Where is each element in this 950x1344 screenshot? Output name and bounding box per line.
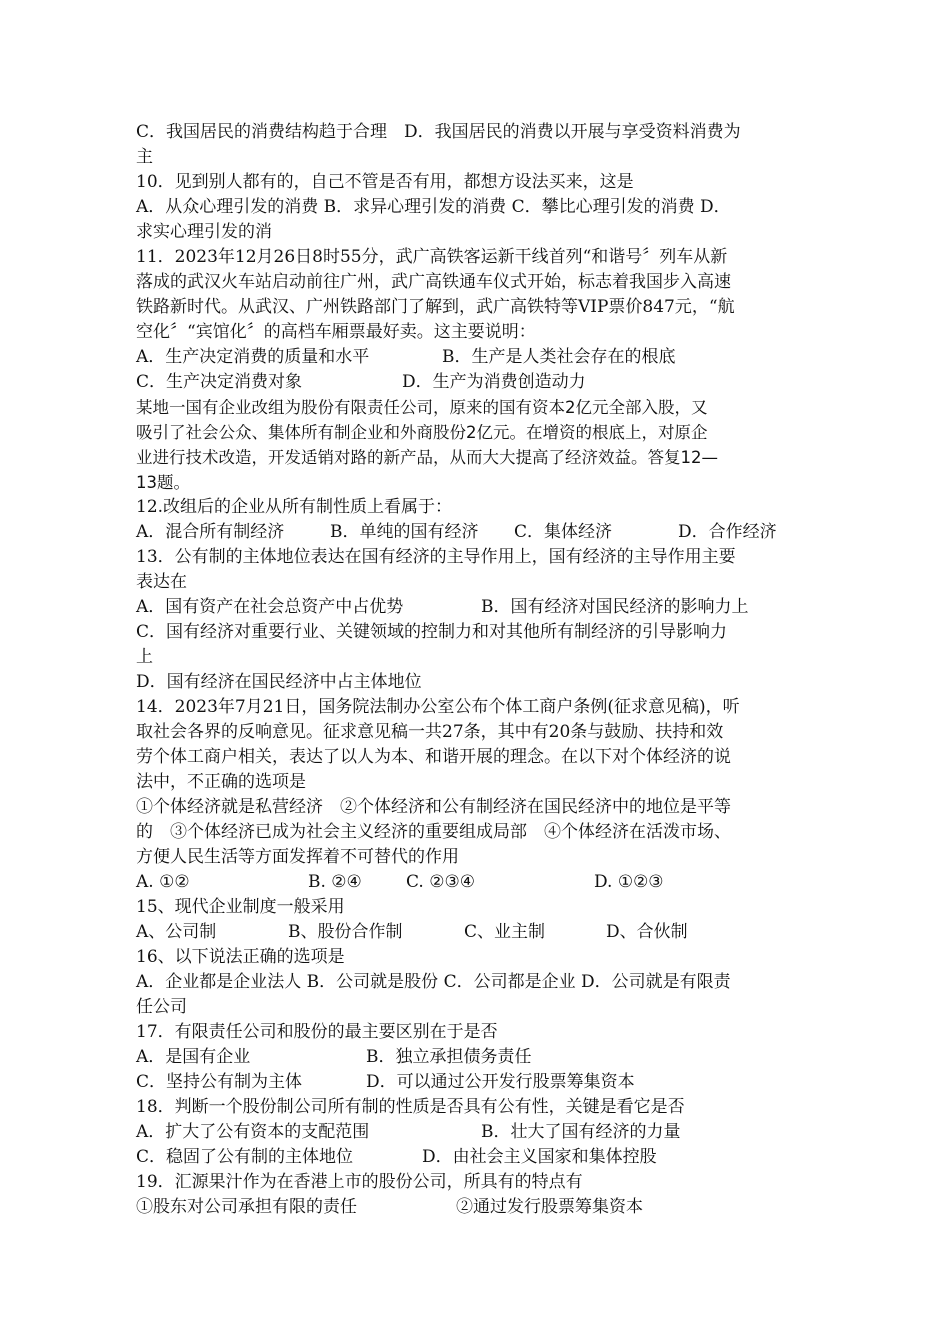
passage-line: 业进行技术改造，开发适销对路的新产品，从而大大提高了经济效益。答复12—	[136, 448, 718, 467]
option-d: D．国有经济在国民经济中占主体地位	[136, 672, 422, 692]
text-line: 表达在	[136, 572, 187, 592]
text-line: 法中，不正确的选项是	[136, 772, 306, 792]
option-b: B．独立承担债务责任	[366, 1047, 532, 1067]
text-line: 铁路新时代。从武汉、广州铁路部门了解到，武广高铁特等VIP票价847元，“航	[136, 297, 735, 317]
text-line: 落成的武汉火车站启动前往广州，武广高铁通车仪式开始，标志着我国步入高速	[136, 272, 731, 292]
option-a: A．扩大了公有资本的支配范围	[136, 1122, 370, 1142]
text-line: 劳个体工商户相关，表达了以人为本、和谐开展的理念。在以下对个体经济的说	[136, 747, 731, 767]
passage-line: 吸引了社会公众、集体所有制企业和外商股份2亿元。在增资的根底上，对原企	[136, 423, 708, 442]
option-d: D．合作经济	[678, 522, 777, 542]
question-16-stem: 16、以下说法正确的选项是	[136, 947, 345, 967]
option-a: A. ①②	[136, 872, 190, 892]
text-line: 求实心理引发的消	[136, 222, 272, 242]
text-line: 空化〞“宾馆化〞的高档车厢票最好卖。这主要说明：	[136, 322, 536, 342]
question-18-stem: 18．判断一个股份制公司所有制的性质是否具有公有性，关键是看它是否	[136, 1097, 685, 1117]
option-row	[136, 870, 816, 895]
question-13-stem: 13．公有制的主体地位表达在国有经济的主导作用上，国有经济的主导作用主要	[136, 547, 736, 567]
text-line: C．我国居民的消费结构趋于合理 D．我国居民的消费以开展与享受资料消费为	[136, 122, 741, 142]
option-d: D．可以通过公开发行股票筹集资本	[366, 1072, 635, 1092]
option-row	[136, 1145, 816, 1170]
option-row	[136, 1045, 816, 1070]
question-12-stem: 12.改组后的企业从所有制性质上看属于：	[136, 497, 453, 517]
option-row	[136, 1120, 816, 1145]
option-d: D、合伙制	[606, 922, 688, 942]
option-a: A．生产决定消费的质量和水平	[136, 347, 370, 367]
passage-line: 某地一国有企业改组为股份有限责任公司，原来的国有资本2亿元全部入股，又	[136, 398, 708, 417]
question-15-stem: 15、现代企业制度一般采用	[136, 897, 345, 917]
document-page	[136, 120, 816, 1220]
text-line: 任公司	[136, 997, 187, 1017]
option-b: B、股份合作制	[288, 922, 403, 942]
option-row	[136, 595, 816, 620]
question-10-options: A．从众心理引发的消费 B．求异心理引发的消费 C．攀比心理引发的消费 D．	[136, 197, 731, 217]
statement-line: 方便人民生活等方面发挥着不可替代的作用	[136, 847, 459, 867]
option-c: C、业主制	[464, 922, 546, 942]
option-b: B．生产是人类社会存在的根底	[442, 347, 676, 367]
option-row	[136, 920, 816, 945]
option-d: D．生产为消费创造动力	[402, 372, 586, 392]
option-c: C．稳固了公有制的主体地位	[136, 1147, 354, 1167]
option-d: D. ①②③	[594, 872, 664, 892]
question-11-stem: 11．2023年12月26日8时55分，武广高铁客运新干线首列“和谐号〞列车从新	[136, 247, 728, 267]
option-c: C．国有经济对重要行业、关键领域的控制力和对其他所有制经济的引导影响力	[136, 622, 728, 642]
option-b: B. ②④	[308, 872, 362, 892]
question-16-options: A．企业都是企业法人 B．公司就是股份 C．公司都是企业 D．公司就是有限责	[136, 972, 731, 992]
question-17-stem: 17．有限责任公司和股份的最主要区别在于是否	[136, 1022, 498, 1042]
question-19-stem: 19．汇源果汁作为在香港上市的股份公司，所具有的特点有	[136, 1172, 583, 1192]
option-a: A、公司制	[136, 922, 217, 942]
option-b: B．壮大了国有经济的力量	[481, 1122, 681, 1142]
statement-line: 的 ③个体经济已成为社会主义经济的重要组成局部 ④个体经济在活泼市场、	[136, 822, 731, 842]
option-c: C. ②③④	[406, 872, 475, 892]
option-row	[136, 370, 816, 395]
statement-1: ①股东对公司承担有限的责任	[136, 1197, 357, 1217]
option-b: B．单纯的国有经济	[330, 522, 479, 542]
option-c: C．坚持公有制为主体	[136, 1072, 303, 1092]
option-row	[136, 345, 816, 370]
option-c: C．生产决定消费对象	[136, 372, 303, 392]
text-line: 取社会各界的反响意见。征求意见稿一共27条，其中有20条与鼓励、扶持和效	[136, 722, 724, 742]
option-d: D．由社会主义国家和集体控股	[422, 1147, 657, 1167]
passage-line: 13题。	[136, 473, 190, 492]
option-row	[136, 520, 816, 545]
option-c: C．集体经济	[514, 522, 613, 542]
statement-line: ①个体经济就是私营经济 ②个体经济和公有制经济在国民经济中的地位是平等	[136, 797, 731, 817]
statement-row	[136, 1195, 816, 1220]
text-line: 上	[136, 647, 153, 667]
option-a: A．混合所有制经济	[136, 522, 285, 542]
question-10-stem: 10．见到别人都有的，自己不管是否有用，都想方设法买来，这是	[136, 172, 634, 192]
option-b: B．国有经济对国民经济的影响力上	[481, 597, 749, 617]
option-a: A．是国有企业	[136, 1047, 251, 1067]
text-line: 主	[136, 147, 153, 167]
question-14-stem: 14．2023年7月21日，国务院法制办公室公布个体工商户条例(征求意见稿)，听	[136, 697, 740, 717]
statement-2: ②通过发行股票筹集资本	[456, 1197, 643, 1217]
option-row	[136, 1070, 816, 1095]
option-a: A．国有资产在社会总资产中占优势	[136, 597, 404, 617]
